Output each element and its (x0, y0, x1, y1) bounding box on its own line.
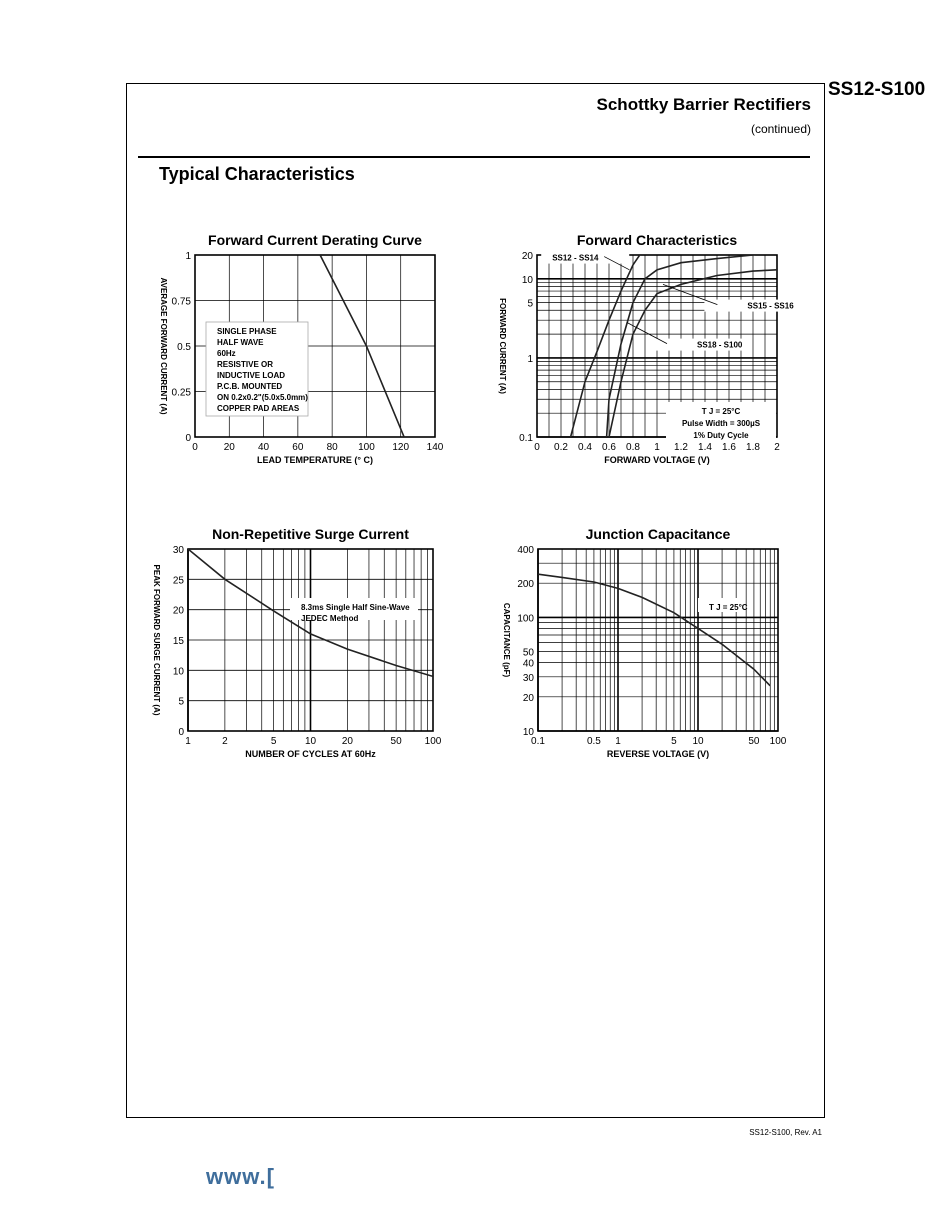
chart-title: Forward Characteristics (576, 232, 738, 248)
x-tick-label: 0.8 (626, 442, 640, 453)
x-tick-label: 1.2 (674, 442, 688, 453)
x-tick-label: 100 (424, 736, 442, 747)
annotation-text: JEDEC Method (301, 614, 359, 623)
x-tick-label: 120 (392, 442, 410, 453)
series-label: SS15 - SS16 (747, 301, 794, 311)
y-tick-label: 10 (172, 666, 184, 678)
y-tick-label: 5 (527, 298, 533, 310)
junction-capacitance-chart (495, 522, 795, 772)
x-tick-label: 100 (358, 442, 375, 453)
y-tick-label: 20 (522, 692, 534, 704)
x-tick-label: 0.4 (578, 442, 592, 453)
y-axis-label: PEAK FORWARD SURGE CURRENT (A) (152, 564, 161, 716)
x-tick-label: 10 (304, 736, 317, 747)
x-tick-label: 140 (426, 442, 444, 453)
x-tick-label: 20 (223, 442, 235, 453)
x-axis-label: REVERSE VOLTAGE (V) (606, 749, 710, 759)
annotation-text: HALF WAVE (217, 338, 264, 347)
y-tick-label: 10 (521, 274, 533, 286)
y-tick-label: 5 (178, 696, 184, 708)
chart-title: Junction Capacitance (585, 526, 731, 542)
series-label: SS18 - S100 (697, 340, 743, 350)
y-tick-label: 0 (185, 433, 191, 444)
revision-label: SS12-S100, Rev. A1 (749, 1128, 822, 1137)
x-tick-label: 1.6 (722, 442, 736, 453)
annotation-text: ON 0.2x0.2"(5.0x5.0mm) (217, 393, 308, 402)
x-tick-label: 60 (292, 442, 304, 453)
y-axis-label: FORWARD CURRENT (A) (498, 298, 507, 394)
y-axis-label: CAPACITANCE (pF) (502, 602, 511, 678)
section-title: Typical Characteristics (159, 164, 355, 184)
x-tick-label: 1 (615, 736, 621, 747)
x-tick-label: 0 (192, 442, 198, 453)
x-tick-label: 5 (671, 736, 677, 747)
y-tick-label: 0.5 (177, 342, 191, 353)
annotation-text: Pulse Width = 300µS (681, 419, 761, 428)
y-tick-label: 40 (522, 658, 534, 670)
plot-area-frame (538, 549, 778, 731)
y-tick-label: 1 (527, 353, 533, 365)
x-tick-label: 0 (534, 442, 540, 453)
forward-characteristics-chart (495, 228, 795, 478)
x-tick-label: 5 (270, 736, 277, 747)
x-tick-label: 1 (185, 736, 191, 747)
x-tick-label: 40 (258, 442, 270, 453)
y-tick-label: 0.75 (171, 296, 191, 308)
x-tick-label: 80 (326, 442, 338, 453)
x-tick-label: 2 (774, 442, 780, 453)
y-tick-label: 100 (517, 613, 534, 625)
series-label-leader (663, 284, 717, 304)
y-tick-label: 20 (172, 605, 184, 617)
annotation-text: INDUCTIVE LOAD (217, 371, 285, 380)
watermark: www.[ (206, 1164, 275, 1189)
x-tick-label: 1 (654, 442, 660, 453)
header-rule (138, 156, 810, 158)
part-number: SS12-S100 (828, 79, 926, 100)
series-label: SS12 - SS14 (552, 253, 599, 263)
x-axis-label: NUMBER OF CYCLES AT 60Hz (245, 749, 376, 759)
y-tick-label: 1 (185, 251, 191, 262)
y-tick-label: 30 (522, 672, 534, 684)
x-tick-label: 2 (222, 736, 228, 747)
continued-label: (continued) (750, 122, 811, 136)
x-tick-label: 10 (692, 736, 704, 747)
x-tick-label: 0.1 (531, 736, 545, 747)
chart-title: Non-Repetitive Surge Current (212, 526, 409, 542)
x-tick-label: 0.2 (554, 442, 568, 453)
y-tick-label: 30 (172, 545, 184, 556)
y-tick-label: 20 (521, 251, 533, 262)
x-tick-label: 1.4 (698, 442, 712, 453)
annotation-text: 60Hz (217, 349, 236, 358)
annotation-text: P.C.B. MOUNTED (217, 382, 283, 391)
annotation-text: T J = 25°C (709, 603, 748, 612)
surge-current-chart (150, 522, 450, 772)
chart-title: Forward Current Derating Curve (208, 232, 422, 248)
annotation-text: RESISTIVE OR (217, 360, 274, 369)
annotation-text: SINGLE PHASE (217, 327, 277, 336)
y-tick-label: 15 (172, 636, 184, 647)
y-tick-label: 10 (522, 727, 534, 738)
annotation-text: 1% Duty Cycle (693, 431, 749, 440)
series-line-0 (538, 574, 770, 686)
x-tick-label: 50 (390, 736, 402, 747)
x-axis-label: LEAD TEMPERATURE (° C) (257, 455, 373, 465)
forward-current-derating-chart (150, 228, 450, 478)
x-tick-label: 1.8 (746, 442, 760, 453)
x-tick-label: 0.5 (586, 736, 601, 747)
x-tick-label: 100 (769, 736, 787, 747)
y-tick-label: 200 (517, 579, 534, 591)
y-tick-label: 400 (517, 545, 534, 556)
y-tick-label: 25 (172, 575, 184, 587)
y-tick-label: 0 (178, 727, 184, 738)
x-tick-label: 0.6 (602, 442, 616, 453)
annotation-text: COPPER PAD AREAS (217, 404, 300, 413)
document-title: Schottky Barrier Rectifiers (596, 95, 811, 114)
y-tick-label: 0.1 (519, 433, 533, 444)
y-tick-label: 50 (522, 647, 534, 659)
x-tick-label: 50 (748, 736, 760, 747)
x-tick-label: 20 (341, 736, 353, 747)
y-axis-label: AVERAGE FORWARD CURRENT (A) (159, 277, 168, 415)
annotation-text: 8.3ms Single Half Sine-Wave (301, 603, 410, 612)
annotation-text: T J = 25°C (701, 407, 741, 416)
x-axis-label: FORWARD VOLTAGE (V) (604, 455, 710, 465)
y-tick-label: 0.25 (171, 387, 191, 399)
